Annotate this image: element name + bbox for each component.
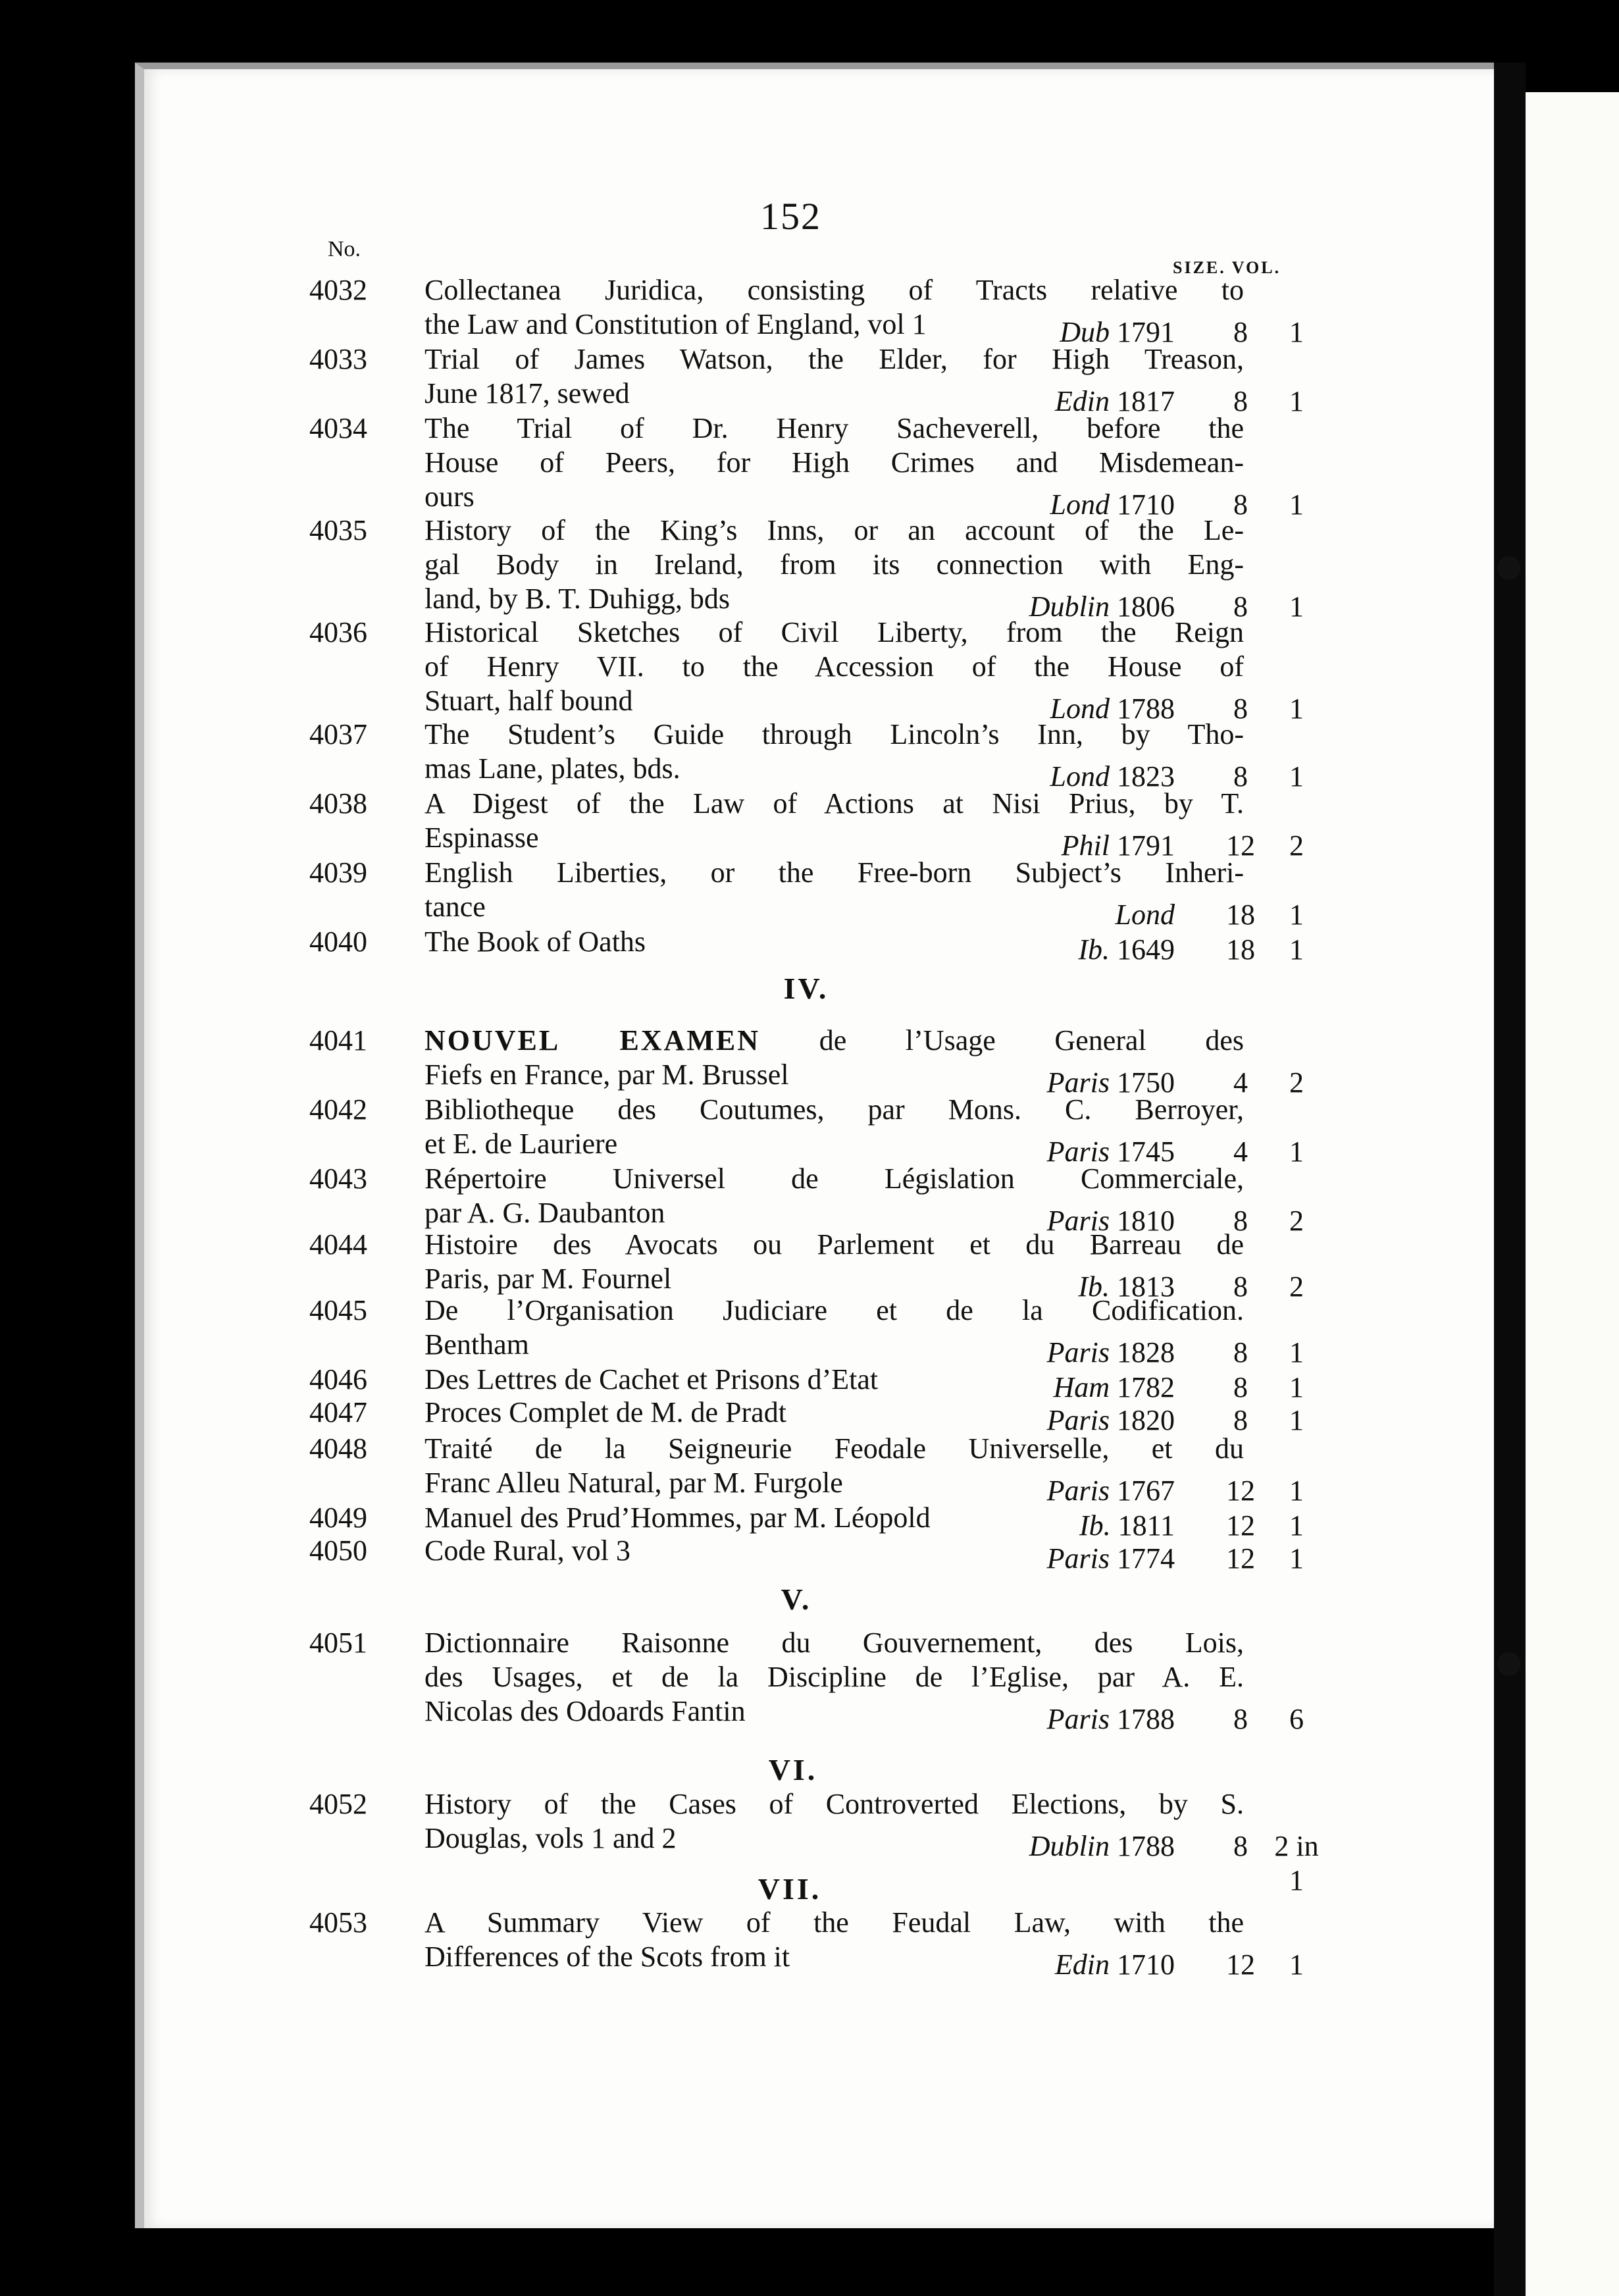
entry-imprint [872,1829,1175,1864]
section-heading: VI. [768,1753,818,1787]
entry-imprint [872,1948,1175,1982]
imprint-year: 1745 [1110,1135,1175,1168]
entry-number: 4033 [309,343,367,375]
catalogue-entry [309,1501,1310,1542]
entry-size: 18 [1226,933,1255,966]
imprint-year: 1782 [1110,1371,1175,1403]
entry-vol: 1 [1289,1948,1304,1981]
imprint-year: 1828 [1110,1336,1175,1369]
entry-vol: 2 in 1 [1274,1830,1319,1896]
imprint-year: 1823 [1110,760,1175,793]
entry-size: 8 [1233,1371,1248,1403]
imprint-year: 1710 [1110,1948,1175,1981]
imprint-place: Ib. [1078,933,1110,966]
imprint-year: 1811 [1110,1509,1175,1542]
entry-size: 12 [1226,1509,1255,1542]
entry-vol: 2 [1289,1270,1304,1303]
page-number: 152 [760,195,821,238]
imprint-year: 1649 [1110,933,1175,966]
entry-number: 4044 [309,1228,367,1261]
entry-size: 12 [1226,1542,1255,1575]
entry-size: 4 [1233,1135,1248,1168]
entry-title: Dictionnaire Raisonne du Gouvernement, des Lois, des Usages, et de la Discipline de l’Eglise, par A. E. Nicolas des Odoards Fantin [424,1627,1244,1727]
imprint-place: Ib. [1078,1270,1110,1303]
entry-title: A Summary View of the Feudal Law, with the Differences of the Scots from it [424,1906,1244,1973]
size-vol-column-label: SIZE. VOL. [1173,258,1281,277]
catalogue-entry [309,615,1310,725]
imprint-place: Paris [1046,1474,1110,1507]
entry-imprint [872,1702,1175,1736]
entry-size: 8 [1233,1205,1248,1237]
entry-title-caps: NOUVEL EXAMEN [424,1024,761,1057]
imprint-place: Lond [1115,899,1175,931]
entry-vol: 1 [1289,1509,1304,1542]
entry-size: 8 [1233,316,1248,348]
catalogue-entry [309,1293,1310,1369]
catalogue-entry [309,718,1310,793]
imprint-year: 1810 [1110,1205,1175,1237]
entry-title: The Student’s Guide through Lincoln’s Inn, by Tho- mas Lane, plates, bds. [424,718,1244,785]
entry-vol: 1 [1289,692,1304,725]
entry-size: 8 [1233,1270,1248,1303]
imprint-place: Paris [1046,1066,1110,1099]
imprint-place: Dublin [1029,590,1110,623]
entry-number: 4051 [309,1627,367,1659]
entry-title: A Digest of the Law of Actions at Nisi Prius, by T. Espinasse [424,787,1244,854]
section-heading: V. [781,1582,812,1616]
entry-title: Historical Sketches of Civil Liberty, from the Reign of Henry VII. to the Accession of the House of Stuart, half bound [424,616,1244,717]
imprint-place: Paris [1046,1135,1110,1168]
catalogue-entry [309,1534,1310,1575]
entry-number: 4052 [309,1788,367,1820]
entry-vol: 1 [1289,1371,1304,1403]
entry-title: De l’Organisation Judiciare et de la Codification. Bentham [424,1294,1244,1361]
entry-title: History of the King’s Inns, or an account of the Le- gal Body in Ireland, from its connection with Eng- land, by B. T. Duhigg, bds [424,514,1244,615]
entry-title: Répertoire Universel de Législation Commerciale, par A. G. Daubanton [424,1162,1244,1229]
entry-vol: 1 [1289,1474,1304,1507]
entry-number: 4043 [309,1162,367,1195]
imprint-place: Paris [1046,1404,1110,1436]
entry-number: 4053 [309,1906,367,1939]
entry-vol: 2 [1289,1066,1304,1099]
entry-size: 12 [1226,1474,1255,1507]
entry-vol: 1 [1289,316,1304,348]
entry-vol: 6 [1289,1703,1304,1735]
entry-title: Trial of James Watson, the Elder, for High Treason, June 1817, sewed [424,343,1244,409]
book-gutter [1494,63,1526,2296]
imprint-place: Paris [1046,1542,1110,1575]
imprint-place: Lond [1050,692,1110,725]
imprint-place: Dublin [1029,1830,1110,1862]
entry-number: 4049 [309,1501,367,1534]
imprint-place: Paris [1046,1336,1110,1369]
entry-title: Traité de la Seigneurie Feodale Universelle, et du Franc Alleu Natural, par M. Furgole [424,1432,1244,1499]
entry-number: 4041 [309,1024,367,1057]
entry-number: 4038 [309,787,367,820]
entry-size: 8 [1233,1336,1248,1369]
entry-vol: 1 [1289,933,1304,966]
imprint-place: Lond [1050,488,1110,521]
entry-vol: 2 [1289,829,1304,862]
entry-title: Manuel des Prud’Hommes, par M. Léopold [424,1501,931,1534]
entry-number: 4047 [309,1396,367,1428]
entry-title: NOUVEL EXAMEN de l’Usage General des Fiefs en France, par M. Brussel [424,1024,1244,1091]
entry-size: 8 [1233,1830,1248,1862]
entry-imprint [872,1542,1175,1576]
entry-number: 4039 [309,856,367,889]
entry-title: The Trial of Dr. Henry Sacheverell, before the House of Peers, for High Crimes and Misdemean- ours [424,412,1244,513]
entry-number: 4042 [309,1093,367,1126]
entry-vol: 1 [1289,1336,1304,1369]
entry-vol: 1 [1289,1542,1304,1575]
entry-size: 12 [1226,1948,1255,1981]
catalogue-entry [309,856,1310,931]
entry-number: 4036 [309,616,367,648]
entry-size: 8 [1233,760,1248,793]
entry-title: Proces Complet de M. de Pradt [424,1396,786,1428]
facing-page-edge [1526,92,1619,2296]
entry-title: Collectanea Juridica, consisting of Tracts relative to the Law and Constitution of England, vol 1 [424,274,1244,340]
entry-number: 4037 [309,718,367,750]
entry-size: 8 [1233,692,1248,725]
entry-size: 12 [1226,829,1255,862]
imprint-year: 1813 [1110,1270,1175,1303]
entry-vol: 1 [1289,385,1304,417]
catalogue-entry [309,1906,1310,1981]
entry-vol: 1 [1289,590,1304,623]
catalogue-entry [309,1093,1310,1168]
imprint-year: 1791 [1110,316,1175,348]
entry-vol: 1 [1289,1404,1304,1436]
catalogue-entry [309,273,1310,348]
catalogue-entry [309,1363,1310,1403]
entry-size: 8 [1233,488,1248,521]
imprint-place: Dub [1060,316,1110,348]
imprint-year: 1820 [1110,1404,1175,1436]
imprint-place: Phil [1061,829,1110,862]
entry-number: 4034 [309,412,367,444]
entry-size: 8 [1233,1703,1248,1735]
entry-imprint [872,933,1175,967]
imprint-year: 1767 [1110,1474,1175,1507]
entry-number: 4040 [309,926,367,958]
entry-number: 4050 [309,1534,367,1567]
entry-size: 8 [1233,590,1248,623]
entry-number: 4032 [309,274,367,306]
catalogue-entry [309,1396,1310,1436]
entry-number: 4048 [309,1432,367,1465]
entry-title: Bibliotheque des Coutumes, par Mons. C. Berroyer, et E. de Lauriere [424,1093,1244,1160]
imprint-year: 1817 [1110,385,1175,417]
entry-title: Des Lettres de Cachet et Prisons d’Etat [424,1363,879,1396]
imprint-year: 1750 [1110,1066,1175,1099]
entry-title: The Book of Oaths [424,926,646,958]
imprint-year: 1710 [1110,488,1175,521]
imprint-place: Lond [1050,760,1110,793]
entry-title: Histoire des Avocats ou Parlement et du Barreau de Paris, par M. Fournel [424,1228,1244,1295]
imprint-place: Edin [1054,385,1110,417]
entry-vol: 1 [1289,488,1304,521]
entry-title: English Liberties, or the Free-born Subject’s Inheri- tance [424,856,1244,923]
catalogue-entry [309,1626,1310,1735]
imprint-year: 1788 [1110,1703,1175,1735]
imprint-place: Paris [1046,1703,1110,1735]
section-heading: VII. [758,1872,822,1906]
catalogue-entry [309,411,1310,521]
catalogue-entry [309,513,1310,623]
imprint-year: 1791 [1110,829,1175,862]
catalogue-entry [309,787,1310,862]
binding-ring [1497,556,1521,580]
number-column-label: No. [328,237,361,261]
entry-number: 4045 [309,1294,367,1326]
entry-size: 18 [1226,899,1255,931]
catalogue-entry [309,1432,1310,1507]
imprint-year: 1788 [1110,692,1175,725]
catalogue-entry [309,925,1310,966]
imprint-place: Paris [1046,1205,1110,1237]
imprint-year: 1774 [1110,1542,1175,1575]
entry-vol: 1 [1289,1135,1304,1168]
entry-title: Code Rural, vol 3 [424,1534,630,1567]
entry-size: 8 [1233,385,1248,417]
imprint-place: Ib. [1079,1509,1111,1542]
entry-vol: 1 [1289,760,1304,793]
entry-vol: 1 [1289,899,1304,931]
imprint-place: Edin [1054,1948,1110,1981]
catalogue-entry [309,1228,1310,1303]
imprint-place: Ham [1053,1371,1110,1403]
entry-number: 4035 [309,514,367,546]
entry-size: 8 [1233,1404,1248,1436]
catalogue-entry [309,1162,1310,1237]
imprint-year: 1788 [1110,1830,1175,1862]
catalogue-entry [309,1024,1310,1099]
section-heading: IV. [783,972,829,1005]
entry-title: History of the Cases of Controverted Elections, by S. Douglas, vols 1 and 2 [424,1788,1244,1854]
entry-size: 4 [1233,1066,1248,1099]
entry-number: 4046 [309,1363,367,1396]
binding-ring [1497,1652,1521,1676]
entry-vol: 2 [1289,1205,1304,1237]
imprint-year: 1806 [1110,590,1175,623]
catalogue-entry [309,342,1310,417]
